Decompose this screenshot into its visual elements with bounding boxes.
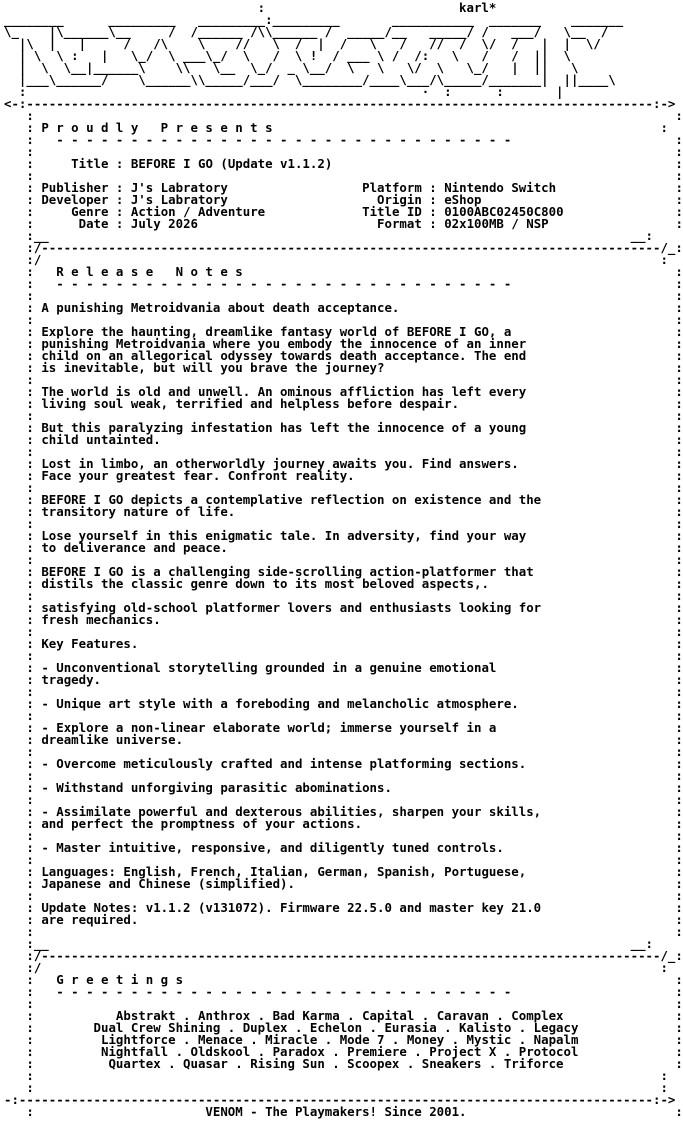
- border-blank-line: : :: [4, 852, 683, 867]
- presents-underline-text: - - - - - - - - - - - - - - - - - - - - - - - - - - - - - - -: [41, 132, 512, 147]
- logo-line: | \ \__|______\ \\ \__ \_/ _ \__/ \ \ \/ \ \_/ | || \: [4, 60, 579, 75]
- section-divider: :/-----------------------------------------------------------------------------------/_:: [4, 240, 683, 255]
- greeting-names: Quartex . Quasar . Rising Sun . Scoopex . Sneakers . Triforce: [108, 1056, 564, 1071]
- release-note-line: : are required. :: [4, 912, 683, 927]
- release-note-line-text: - Explore a non-linear elaborate world; immerse yourself in a: [41, 720, 497, 735]
- release-note-line: : Languages: English, French, Italian, German, Spanish, Portuguese, :: [4, 864, 683, 879]
- release-note-line: : satisfying old-school platformer lovers and enthusiasts looking for :: [4, 600, 683, 615]
- footer-line: : VENOM - The Playmakers! Since 2001. :: [4, 1104, 683, 1119]
- release-note-line: : living soul weak, terrified and helpless before despair. :: [4, 396, 683, 411]
- logo-line: : · : : |: [4, 84, 564, 99]
- border-blank-line: : :: [4, 108, 683, 123]
- release-note-line-text: - Master intuitive, responsive, and diligently tuned controls.: [41, 840, 504, 855]
- greeting-line: : Lightforce . Menace . Miracle . Mode 7 . Money . Mystic . Napalm :: [4, 1032, 683, 1047]
- release-note-line: : Key Features. :: [4, 636, 683, 651]
- border-blank-line: : :: [4, 996, 683, 1011]
- release-note-line: : Lost in limbo, an otherworldly journey awaits you. Find answers. :: [4, 456, 683, 471]
- border-blank-line: : :: [4, 168, 683, 183]
- info-row-developer: : Developer : J's Labratory Origin : eShop :: [4, 192, 683, 207]
- border-blank-line: : :: [4, 312, 683, 327]
- section-divider: :__ __:: [4, 228, 654, 243]
- release-note-line: : BEFORE I GO is a challenging side-scrolling action-platformer that :: [4, 564, 683, 579]
- border-blank-line: : :: [4, 828, 683, 843]
- release-note-line-text: is inevitable, but will you brave the journey?: [41, 360, 385, 375]
- release-note-line: : transitory nature of life. :: [4, 504, 683, 519]
- release-note-line-text: - Overcome meticulously crafted and intense platforming sections.: [41, 756, 527, 771]
- presents-heading-text: P r o u d l y P r e s e n t s: [41, 120, 273, 135]
- titleid-value: 0100ABC02450C800: [444, 204, 564, 219]
- origin-value: eShop: [444, 192, 482, 207]
- greeting-names: Abstrakt . Anthrox . Bad Karma . Capital . Caravan . Complex: [115, 1008, 564, 1023]
- border-blank-line: : :: [4, 768, 683, 783]
- border-blank-line: : :: [4, 588, 683, 603]
- section-divider: :/ :: [4, 960, 668, 975]
- logo-line: <-:------------------------------------------------------------------------------------:->: [4, 96, 676, 111]
- release-note-line-text: are required.: [41, 912, 139, 927]
- section-end-border: : :: [4, 1080, 668, 1095]
- release-note-line: : child on an allegorical odyssey towards death acceptance. The end :: [4, 348, 683, 363]
- info-row-publisher-text: Publisher : J's Labratory Platform : Nintendo Switch: [41, 180, 557, 195]
- release-note-line-text: Lose yourself in this enigmatic tale. In adversity, find your way: [41, 528, 527, 543]
- release-note-line-text: Key Features.: [41, 636, 139, 651]
- section-end-border: : :: [4, 1068, 668, 1083]
- release-note-line: : Update Notes: v1.1.2 (v131072). Firmware 22.5.0 and master key 21.0 :: [4, 900, 683, 915]
- release-note-line-text: punishing Metroidvania where you embody the innocence of an inner: [41, 336, 527, 351]
- release-note-line: : A punishing Metroidvania about death acceptance. :: [4, 300, 683, 315]
- format-value: 02x100MB / NSP: [444, 216, 549, 231]
- info-row-date-text: Date : July 2026 Format : 02x100MB / NSP: [78, 216, 549, 231]
- presents-underline: : - - - - - - - - - - - - - - - - - - - - - - - - - - - - - - - :: [4, 132, 683, 147]
- release-note-line-text: Explore the haunting, dreamlike fantasy world of BEFORE I GO, a: [41, 324, 512, 339]
- info-row-genre: : Genre : Action / Adventure Title ID : 0100ABC02450C800 :: [4, 204, 683, 219]
- release-note-line-text: child untainted.: [41, 432, 161, 447]
- release-note-line-text: BEFORE I GO is a challenging side-scrolling action-platformer that: [41, 564, 534, 579]
- border-blank-line: : :: [4, 648, 683, 663]
- release-note-line-text: tragedy.: [41, 672, 101, 687]
- release-note-line: : - Overcome meticulously crafted and intense platforming sections. :: [4, 756, 683, 771]
- release-note-line-text: But this paralyzing infestation has left the innocence of a young: [41, 420, 527, 435]
- release-heading: : R e l e a s e N o t e s :: [4, 264, 683, 279]
- release-note-line-text: BEFORE I GO depicts a contemplative reflection on existence and the: [41, 492, 542, 507]
- date-value: July 2026: [130, 216, 198, 231]
- release-note-line: : BEFORE I GO depicts a contemplative reflection on existence and the :: [4, 492, 683, 507]
- greeting-line: : Quartex . Quasar . Rising Sun . Scoopex . Sneakers . Triforce :: [4, 1056, 683, 1071]
- info-row-developer-text: Developer : J's Labratory Origin : eShop: [41, 192, 482, 207]
- logo-line: \_ |\______\__ / /______ /\\______ / _____/__ _____/ / ___/ \__ /: [4, 24, 609, 39]
- footer-text: VENOM - The Playmakers! Since 2001.: [205, 1104, 467, 1119]
- greeting-names: Dual Crew Shining . Duplex . Echelon . Eurasia . Kalisto . Legacy: [93, 1020, 579, 1035]
- greetings-heading-text: G r e e t i n g s: [56, 972, 184, 987]
- release-note-line-text: transitory nature of life.: [41, 504, 236, 519]
- release-note-line: : Japanese and Chinese (simplified). :: [4, 876, 683, 891]
- release-note-line-text: to deliverance and peace.: [41, 540, 228, 555]
- release-notes-heading: R e l e a s e N o t e s: [56, 264, 243, 279]
- platform-label: Platform: [362, 180, 422, 195]
- release-note-line: : Explore the haunting, dreamlike fantasy world of BEFORE I GO, a :: [4, 324, 683, 339]
- title-row: : Title : BEFORE I GO (Update v1.1.2) :: [4, 156, 683, 171]
- presents-heading: : P r o u d l y P r e s e n t s :: [4, 120, 668, 135]
- release-note-line-text: - Assimilate powerful and dexterous abilities, sharpen your skills,: [41, 804, 542, 819]
- title-row-text: Title : BEFORE I GO (Update v1.1.2): [71, 156, 333, 171]
- info-row-genre-text: Genre : Action / Adventure Title ID : 0100ABC02450C800: [71, 204, 564, 219]
- border-blank-line: : :: [4, 516, 683, 531]
- border-blank-line: : :: [4, 288, 683, 303]
- greetings-underline: : - - - - - - - - - - - - - - - - - - - - - - - - - - - - - - - :: [4, 984, 683, 999]
- release-note-line: : - Unconventional storytelling grounded in a genuine emotional :: [4, 660, 683, 675]
- release-note-line: : distils the classic genre down to its most beloved aspects,. :: [4, 576, 683, 591]
- greeting-names: Lightforce . Menace . Miracle . Mode 7 . Money . Mystic . Napalm: [101, 1032, 579, 1047]
- release-note-line: : The world is old and unwell. An ominous affliction has left every :: [4, 384, 683, 399]
- border-blank-line: : :: [4, 924, 683, 939]
- publisher-value: J's Labratory: [130, 180, 228, 195]
- logo-line: : karl*: [4, 0, 497, 15]
- greeting-line: : Nightfall . Oldskool . Paradox . Premiere . Project X . Protocol :: [4, 1044, 683, 1059]
- nfo-document: [4, 0, 683, 1119]
- release-note-line: : tragedy. :: [4, 672, 683, 687]
- logo-line: ________ _________ _________:_________ ___________ _______ _______: [4, 12, 624, 27]
- release-note-line: : - Withstand unforgiving parasitic abominations. :: [4, 780, 683, 795]
- logo-line: | \ \ : | \_/ \ ___\_/ \ / \ ! / ___ \ / /: \ / / || \: [4, 48, 571, 63]
- border-blank-line: : :: [4, 684, 683, 699]
- release-note-line: : Face your greatest fear. Confront reality. :: [4, 468, 683, 483]
- logo-line: |\ | | / /\ \ // \ / | / \ / // / \/ / | | \/: [4, 36, 601, 51]
- release-note-line: : - Explore a non-linear elaborate world; immerse yourself in a :: [4, 720, 683, 735]
- release-note-line-text: living soul weak, terrified and helpless before despair.: [41, 396, 460, 411]
- release-note-line-text: - Unconventional storytelling grounded in a genuine emotional: [41, 660, 497, 675]
- border-blank-line: : :: [4, 624, 683, 639]
- release-note-line: : is inevitable, but will you brave the journey? :: [4, 360, 683, 375]
- border-blank-line: : :: [4, 744, 683, 759]
- release-note-line: : to deliverance and peace. :: [4, 540, 683, 555]
- info-row-date: : Date : July 2026 Format : 02x100MB / NSP :: [4, 216, 683, 231]
- release-note-line: : fresh mechanics. :: [4, 612, 683, 627]
- format-label: Format: [377, 216, 422, 231]
- release-note-line: : But this paralyzing infestation has left the innocence of a young :: [4, 420, 683, 435]
- date-label: Date: [78, 216, 109, 231]
- release-note-line-text: Lost in limbo, an otherworldly journey awaits you. Find answers.: [41, 456, 519, 471]
- release-note-line-text: The world is old and unwell. An ominous affliction has left every: [41, 384, 527, 399]
- release-note-line-text: Languages: English, French, Italian, German, Spanish, Portuguese,: [41, 864, 527, 879]
- group-logo-ascii-art: [4, 0, 676, 111]
- title-label: Title: [71, 156, 109, 171]
- release-note-line: : Lose yourself in this enigmatic tale. In adversity, find your way :: [4, 528, 683, 543]
- genre-value: Action / Adventure: [130, 204, 266, 219]
- border-blank-line: : :: [4, 144, 683, 159]
- greetings-underline-text: - - - - - - - - - - - - - - - - - - - - - - - - - - - - - - -: [41, 984, 512, 999]
- release-note-line: : - Assimilate powerful and dexterous abilities, sharpen your skills, :: [4, 804, 683, 819]
- release-note-line-text: and perfect the promptness of your actions.: [41, 816, 363, 831]
- logo-line: |___\______/ \______\\_____/___/ \________/____\___/\_____/_______| ||____\: [4, 72, 616, 87]
- greeting-names: Nightfall . Oldskool . Paradox . Premiere . Project X . Protocol: [101, 1044, 579, 1059]
- border-blank-line: : :: [4, 408, 683, 423]
- info-row-publisher: : Publisher : J's Labratory Platform : Nintendo Switch :: [4, 180, 683, 195]
- release-note-line-text: satisfying old-school platformer lovers and enthusiasts looking for: [41, 600, 542, 615]
- origin-label: Origin: [377, 192, 422, 207]
- title-value: BEFORE I GO (Update v1.1.2): [130, 156, 333, 171]
- publisher-label: Publisher: [41, 180, 109, 195]
- release-underline: : - - - - - - - - - - - - - - - - - - - - - - - - - - - - - - - :: [4, 276, 683, 291]
- section-divider: :/-----------------------------------------------------------------------------------/_:: [4, 948, 683, 963]
- border-blank-line: : :: [4, 792, 683, 807]
- border-blank-line: : :: [4, 708, 683, 723]
- release-note-line: : - Master intuitive, responsive, and diligently tuned controls. :: [4, 840, 683, 855]
- greeting-line: : Dual Crew Shining . Duplex . Echelon . Eurasia . Kalisto . Legacy :: [4, 1020, 683, 1035]
- release-note-line-text: dreamlike universe.: [41, 732, 184, 747]
- section-divider: :/ :: [4, 252, 668, 267]
- release-note-line-text: Japanese and Chinese (simplified).: [41, 876, 295, 891]
- developer-value: J's Labratory: [130, 192, 228, 207]
- border-blank-line: : :: [4, 480, 683, 495]
- titleid-label: Title ID: [362, 204, 422, 219]
- border-blank-line: : :: [4, 372, 683, 387]
- release-note-line: : child untainted. :: [4, 432, 683, 447]
- border-blank-line: : :: [4, 444, 683, 459]
- border-blank-line: : :: [4, 888, 683, 903]
- release-note-line-text: A punishing Metroidvania about death acceptance.: [41, 300, 400, 315]
- release-note-line-text: distils the classic genre down to its most beloved aspects,.: [41, 576, 489, 591]
- release-note-line-text: child on an allegorical odyssey towards death acceptance. The end: [41, 348, 527, 363]
- greetings-heading: : G r e e t i n g s :: [4, 972, 683, 987]
- release-note-line-text: - Withstand unforgiving parasitic abominations.: [41, 780, 392, 795]
- release-note-line-text: fresh mechanics.: [41, 612, 161, 627]
- genre-label: Genre: [71, 204, 109, 219]
- section-end-border: -:-------------------------------------------------------------------------------------:->: [4, 1092, 676, 1107]
- release-note-line: : and perfect the promptness of your actions. :: [4, 816, 683, 831]
- platform-value: Nintendo Switch: [444, 180, 557, 195]
- release-note-line-text: Face your greatest fear. Confront reality.: [41, 468, 355, 483]
- release-note-line: : punishing Metroidvania where you embody the innocence of an inner :: [4, 336, 683, 351]
- section-divider: :__ __:: [4, 936, 654, 951]
- release-underline-text: - - - - - - - - - - - - - - - - - - - - - - - - - - - - - - -: [41, 276, 512, 291]
- developer-label: Developer: [41, 192, 109, 207]
- greeting-line: : Abstrakt . Anthrox . Bad Karma . Capital . Caravan . Complex :: [4, 1008, 683, 1023]
- release-note-line: : dreamlike universe. :: [4, 732, 683, 747]
- release-note-line-text: - Unique art style with a foreboding and melancholic atmosphere.: [41, 696, 519, 711]
- release-note-line-text: Update Notes: v1.1.2 (v131072). Firmware 22.5.0 and master key 21.0: [41, 900, 542, 915]
- release-note-line: : - Unique art style with a foreboding and melancholic atmosphere. :: [4, 696, 683, 711]
- border-blank-line: : :: [4, 552, 683, 567]
